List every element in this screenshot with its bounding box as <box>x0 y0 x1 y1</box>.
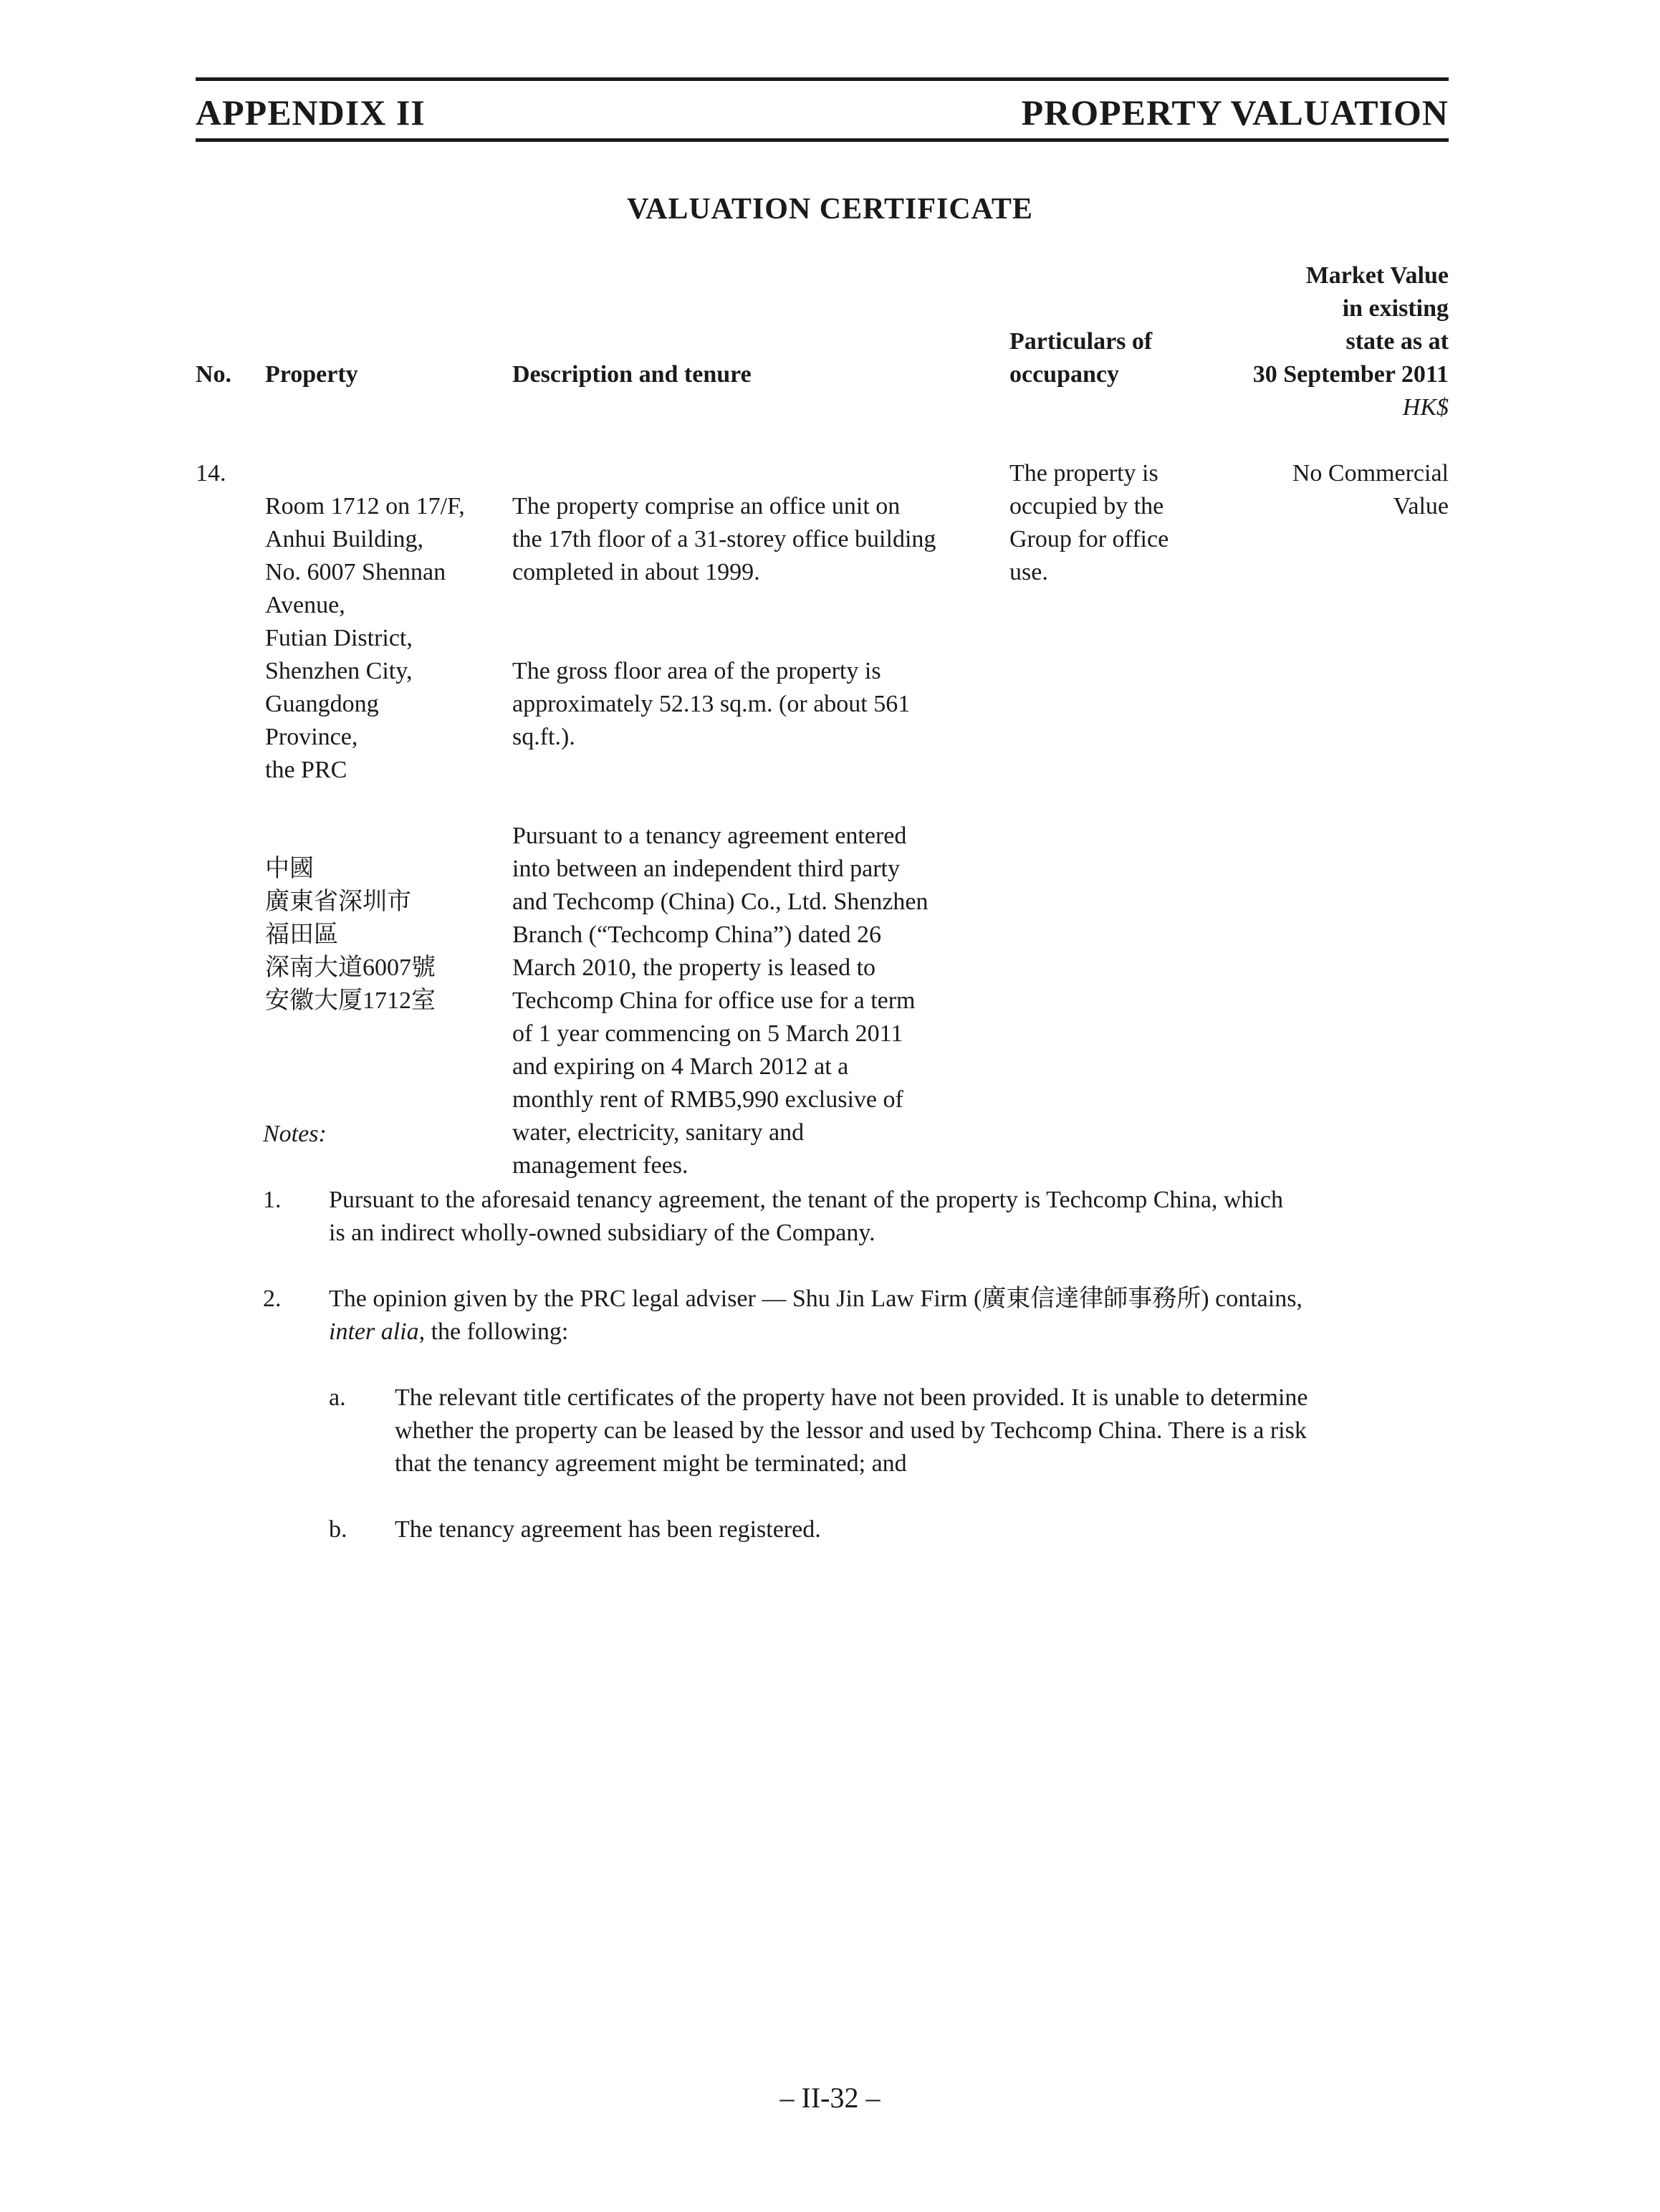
sub-item-text: The relevant title certificates of the property have not been provided. It is unable to determine whether the property can be leased by the lessor and used by Techcomp China. There is a risk that the tenancy agreement might be terminated; and <box>395 1384 1308 1477</box>
note-number: 2. <box>263 1285 282 1312</box>
column-header-market-value <box>1162 259 1449 424</box>
note-number: 1. <box>263 1187 282 1213</box>
occupancy-header-line2: occupancy <box>1009 361 1119 388</box>
section-heading: PROPERTY VALUATION <box>1021 92 1449 133</box>
note-text-part: , the following: <box>418 1318 569 1345</box>
note-text-italic: inter alia <box>329 1318 419 1345</box>
description-paragraph-2: The gross floor area of the property is approximately 52.13 sq.m. (or about 561 sq.ft.). <box>512 658 911 750</box>
page-number: – II-32 – <box>779 2082 881 2114</box>
description-paragraph-3: Pursuant to a tenancy agreement entered into between an independent third party and Techcomp (China) Co., Ltd. Shenzhen Branch (“Techcomp China”) dated 26 March 2010, the property is leased to Techcomp China for office use for a term of 1 year commencing on 5 March 2011 and expiring on 4 March 2012 at a monthly rent of RMB5,990 exclusive of water, electricity, sanitary and management fees. <box>512 823 929 1179</box>
market-value-header-line2: in existing <box>1342 295 1449 322</box>
market-value-header-line1: Market Value <box>1305 262 1449 289</box>
certificate-title: VALUATION CERTIFICATE <box>627 193 1033 226</box>
column-header-no: No. <box>196 361 232 388</box>
notes-title: Notes: <box>263 1121 327 1147</box>
column-header-description: Description and tenure <box>512 361 752 388</box>
note-text-part: The opinion given by the PRC legal adviser — Shu Jin Law Firm (廣東信達律師事務所) contains, <box>329 1285 1302 1312</box>
occupancy-cell: The property is occupied by the Group for office use. <box>1009 460 1169 585</box>
sub-item-text: The tenancy agreement has been registered. <box>395 1516 821 1543</box>
header-bottom-rule <box>196 138 1449 142</box>
appendix-heading: APPENDIX II <box>196 92 426 133</box>
header-top-rule <box>196 77 1449 81</box>
note-text: Pursuant to the aforesaid tenancy agreement, the tenant of the property is Techcomp China, which is an indirect wholly-owned subsidiary of the Company. <box>329 1187 1284 1246</box>
market-value-header-line3: state as at <box>1345 328 1449 355</box>
property-address-english: Room 1712 on 17/F, Anhui Building, No. 6007 Shennan Avenue, Futian District, Shenzhen City, Guangdong Province, the PRC <box>265 493 465 783</box>
sub-item-letter: a. <box>329 1384 346 1411</box>
column-header-property: Property <box>265 361 358 388</box>
description-tenure-cell <box>512 457 1007 1248</box>
row-number: 14. <box>196 460 226 487</box>
occupancy-header-line1: Particulars of <box>1009 328 1153 355</box>
description-paragraph-1: The property comprise an office unit on the 17th floor of a 31-storey office building completed in about 1999. <box>512 493 936 585</box>
market-value-unit: HK$ <box>1402 394 1449 421</box>
property-address-chinese: 中國 廣東省深圳市 福田區 深南大道6007號 安徽大厦1712室 <box>265 856 436 1014</box>
property-address-cell <box>265 457 509 1050</box>
market-value-cell: No Commercial Value <box>1292 460 1449 520</box>
market-value-header-line4: 30 September 2011 <box>1252 361 1449 388</box>
note-text <box>329 1283 1452 1349</box>
sub-item-letter: b. <box>329 1516 347 1543</box>
